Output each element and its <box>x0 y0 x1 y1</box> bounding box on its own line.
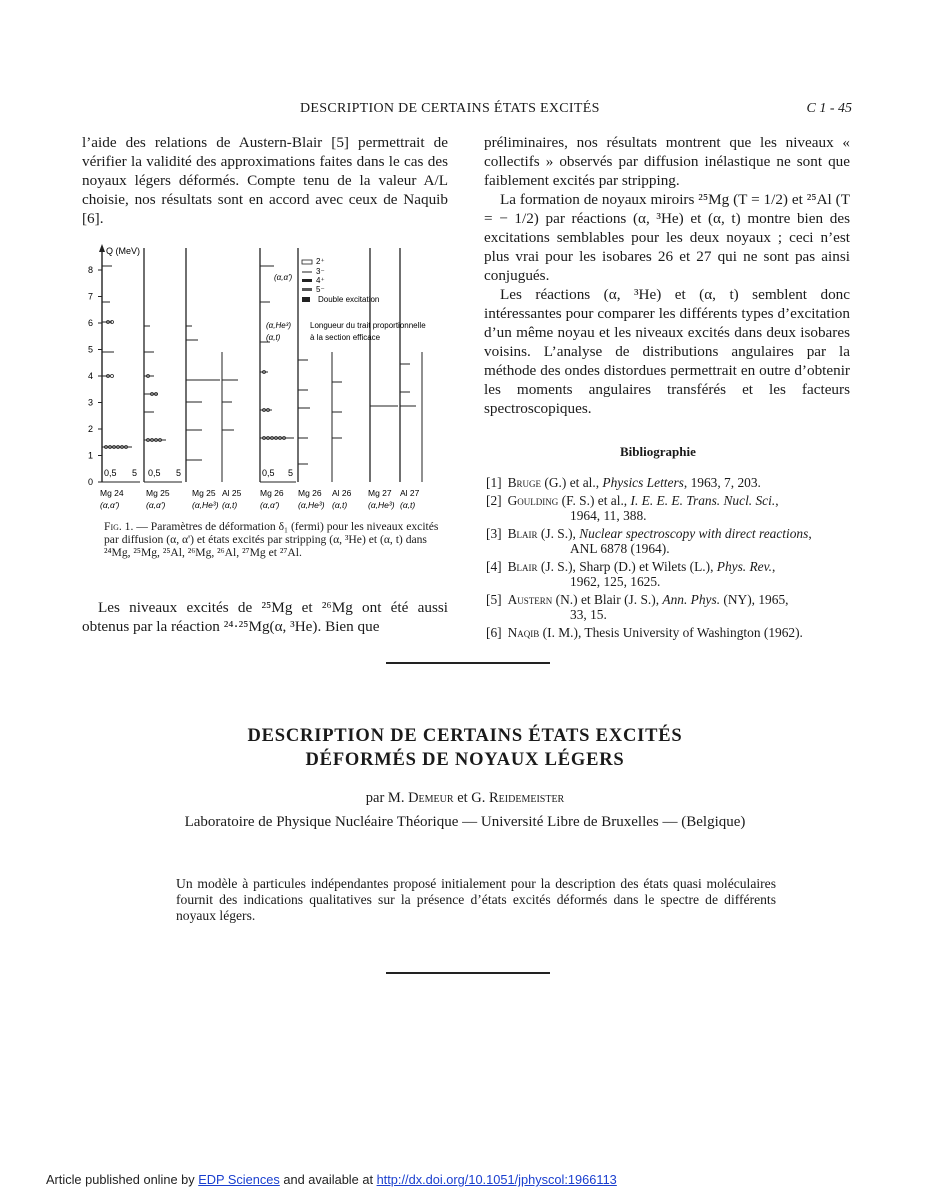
nucleus-name: Mg 27 <box>368 488 392 498</box>
left-column-top <box>82 133 448 228</box>
reference-details: (J. S.), <box>537 526 580 541</box>
reference-item <box>486 559 856 589</box>
nucleus-name: Al 27 <box>400 488 420 498</box>
right-paragraph-3: Les réactions (α, ³He) et (α, t) semblent donc intéressantes pour comparer les différents types d’excitation d’un même noyau et les niveaux excités dans deux isobares voisins. L’analyse de distributions angulaires par la méthode des ondes distordues permettrait en outre d’obtenir les moments angulaires transférés et les facteurs spectroscopiques. <box>484 286 850 417</box>
legend-note-2: à la section efficace <box>310 333 381 342</box>
reference-item <box>486 526 856 556</box>
levels-al26 <box>332 382 342 438</box>
reference-tail: , 1963, 7, 203. <box>683 475 761 490</box>
legend-reaction-he3: (α,He³) (α,t) <box>266 321 292 342</box>
legend-5minus: 5⁻ <box>316 285 325 294</box>
nucleus-reaction: (α,α') <box>146 500 166 510</box>
reference-item <box>486 493 856 523</box>
legend-double-excitation: Double excitation <box>318 295 380 304</box>
reference-details: (J. S.), Sharp (D.) et Wilets (L.), <box>537 559 717 574</box>
levels-mg26 <box>260 266 294 438</box>
levels-al27 <box>400 364 410 392</box>
scale-tick: 5 <box>176 468 182 478</box>
reference-number: [6] <box>486 625 502 640</box>
reference-number: [4] <box>486 559 502 574</box>
reference-details: (I. M.), Thesis University of Washington (1962). <box>539 625 803 640</box>
section-divider <box>386 972 550 974</box>
doi-link[interactable]: http://dx.doi.org/10.1051/jphyscol:1966113 <box>376 1172 617 1187</box>
reference-number: [1] <box>486 475 502 490</box>
reference-author: Austern <box>507 592 553 607</box>
reference-item <box>486 625 856 640</box>
reference-list <box>486 475 856 643</box>
energy-level-figure <box>82 242 452 514</box>
reference-item <box>486 475 856 490</box>
scale-tick: 5 <box>288 468 294 478</box>
scale-tick: 0,5 <box>262 468 275 478</box>
scale-tick: 0,5 <box>104 468 117 478</box>
scale-labels <box>104 468 293 478</box>
author-2: Reidemeister <box>489 790 565 806</box>
y-tick-label: 6 <box>88 318 94 328</box>
scale-tick: 5 <box>132 468 138 478</box>
legend-swatch <box>302 279 312 282</box>
legend-note-1: Longueur du trait proportionnelle <box>310 321 426 330</box>
y-axis-label: Q (MeV) <box>106 246 141 256</box>
nucleus-reaction: (α,He³) <box>368 500 395 510</box>
nucleus-reaction: (α,t) <box>400 500 416 510</box>
footer-middle: and available at <box>279 1172 377 1187</box>
authors-mid: et G. <box>453 790 489 806</box>
reference-journal: Physics Letters <box>602 475 684 490</box>
reference-journal: Ann. Phys. <box>662 592 721 607</box>
reference-journal: Nuclear spectroscopy with direct reactions <box>579 526 809 541</box>
levels-mg24 <box>102 266 132 447</box>
figure-caption <box>104 520 449 559</box>
reference-journal: I. E. E. E. Trans. Nucl. Sci. <box>630 493 776 508</box>
nucleus-reaction: (α,He³) <box>298 500 325 510</box>
reference-author: Blair <box>507 526 538 541</box>
reference-continuation: 33, 15. <box>570 607 607 622</box>
reference-number: [3] <box>486 526 502 541</box>
y-ticks <box>88 265 102 487</box>
y-tick-label: 4 <box>88 371 94 381</box>
nucleus-name: Mg 25 <box>192 488 216 498</box>
scale-tick: 0,5 <box>148 468 161 478</box>
nucleus-columns <box>144 248 400 482</box>
left-column-bottom <box>82 598 448 636</box>
edp-sciences-link[interactable]: EDP Sciences <box>198 1172 280 1187</box>
y-tick-label: 8 <box>88 265 94 275</box>
running-header-title: DESCRIPTION DE CERTAINS ÉTATS EXCITÉS <box>300 101 600 116</box>
reference-author: Naqib <box>507 625 540 640</box>
abstract: Un modèle à particules indépendantes proposé initialement pour la description des états quasi moléculaires fournit des indications qualitatives sur la présence d’états excités déformés dans le spectre de différents noyaux légers. <box>176 876 776 923</box>
reference-details: (N.) et Blair (J. S.), <box>552 592 663 607</box>
left-paragraph-1: l’aide des relations de Austern-Blair [5] permettrait de vérifier la validité des approximations faites dans le cas des noyaux légers déformés. Compte tenu de la valeur A/L choisie, nos résultats sont en accord avec ceux de Naquib [6]. <box>82 134 448 227</box>
reference-tail: , <box>808 526 812 541</box>
legend-reaction-aa: (α,α') <box>274 273 293 282</box>
y-axis-arrow <box>99 244 105 252</box>
legend-swatch <box>302 260 312 264</box>
left-paragraph-2: Les niveaux excités de ²⁵Mg et ²⁶Mg ont été aussi obtenus par la réaction ²⁴·²⁵Mg(α, ³He). Bien que <box>82 599 448 635</box>
levels-mg25-he3 <box>186 326 220 460</box>
article-title-line-2: DÉFORMÉS DE NOYAUX LÉGERS <box>305 750 625 770</box>
reference-details: (F. S.) et al., <box>558 493 631 508</box>
bibliography-title: Bibliographie <box>620 444 696 459</box>
figure-legend <box>266 257 426 342</box>
y-tick-label: 3 <box>88 397 94 408</box>
reference-tail: (NY), 1965, <box>720 592 789 607</box>
nucleus-reaction: (α,t) <box>332 500 348 510</box>
footer-prefix: Article published online by <box>46 1172 199 1187</box>
figure-caption-text: — Paramètres de déformation δ₁ (fermi) pour les niveaux excités par diffusion (α, α') et états excités par stripping (α, ³He) et (α, t) dans ²⁴Mg, ²⁵Mg, ²⁵Al, ²⁶Mg, ²⁶Al, ²⁷Mg et ²⁷Al. <box>104 520 439 559</box>
legend-swatch <box>302 288 312 291</box>
reference-author: Goulding <box>507 493 559 508</box>
minor-columns <box>222 352 422 482</box>
nucleus-name: Mg 24 <box>100 488 124 498</box>
legend-4plus: 4⁺ <box>316 276 325 285</box>
article-title-line-1: DESCRIPTION DE CERTAINS ÉTATS EXCITÉS <box>247 726 683 746</box>
footer <box>46 1172 617 1187</box>
reference-number: [2] <box>486 493 502 508</box>
levels-mg25 <box>144 326 166 440</box>
levels-al25 <box>222 380 238 430</box>
reference-continuation: ANL 6878 (1964). <box>570 541 670 556</box>
nucleus-name: Mg 26 <box>298 488 322 498</box>
y-tick-label: 7 <box>88 291 94 302</box>
reference-item <box>486 592 856 622</box>
y-tick-label: 2 <box>88 424 94 434</box>
reference-author: Blair <box>507 559 538 574</box>
nucleus-name: Mg 26 <box>260 488 284 498</box>
right-column <box>484 133 850 418</box>
legend-swatch <box>302 297 310 302</box>
nucleus-reaction: (α,He³) <box>192 500 219 510</box>
reference-tail: , <box>771 559 776 574</box>
article-authors <box>0 790 930 807</box>
y-tick-label: 5 <box>88 344 94 355</box>
reference-continuation: 1962, 125, 1625. <box>570 574 661 589</box>
reference-author: Bruge <box>507 475 542 490</box>
reference-number: [5] <box>486 592 502 607</box>
levels-mg26-he3 <box>298 360 310 464</box>
authors-prefix: par M. <box>365 790 409 806</box>
reference-continuation: 1964, 11, 388. <box>570 508 647 523</box>
figure-caption-label: Fig. 1. <box>104 520 134 533</box>
right-paragraph-1: préliminaires, nos résultats montrent que les niveaux « collectifs » observés par diffusion inélastique ne sont que faiblement excités par stripping. <box>484 134 850 189</box>
right-paragraph-2: La formation de noyaux miroirs ²⁵Mg (T = 1/2) et ²⁵Al (T = − 1/2) par réactions (α, ³He) et (α, t) montre bien des excitations semblables pour les deux noyaux ; ceci n’est plus vrai pour les isobares 26 et 27 qui ne sont pas ainsi conjugués. <box>484 191 850 284</box>
nucleus-labels <box>100 488 420 510</box>
nucleus-reaction: (α,α') <box>260 500 280 510</box>
reference-journal: Phys. Rev. <box>716 559 772 574</box>
y-tick-label: 0 <box>88 477 94 487</box>
reference-tail: , <box>775 493 779 508</box>
affiliation: Laboratoire de Physique Nucléaire Théorique — Université Libre de Bruxelles — (Belgique) <box>184 814 746 830</box>
page-number: C 1 - 45 <box>806 101 852 116</box>
y-tick-label: 1 <box>88 450 94 461</box>
nucleus-reaction: (α,t) <box>222 500 238 510</box>
author-1: Demeur <box>408 790 454 806</box>
section-divider <box>386 662 550 664</box>
nucleus-name: Al 25 <box>222 488 242 498</box>
nucleus-name: Al 26 <box>332 488 352 498</box>
legend-3minus: 3⁻ <box>316 267 325 276</box>
legend-2plus: 2⁺ <box>316 257 325 266</box>
nucleus-reaction: (α,α') <box>100 500 120 510</box>
reference-details: (G.) et al., <box>541 475 603 490</box>
nucleus-name: Mg 25 <box>146 488 170 498</box>
